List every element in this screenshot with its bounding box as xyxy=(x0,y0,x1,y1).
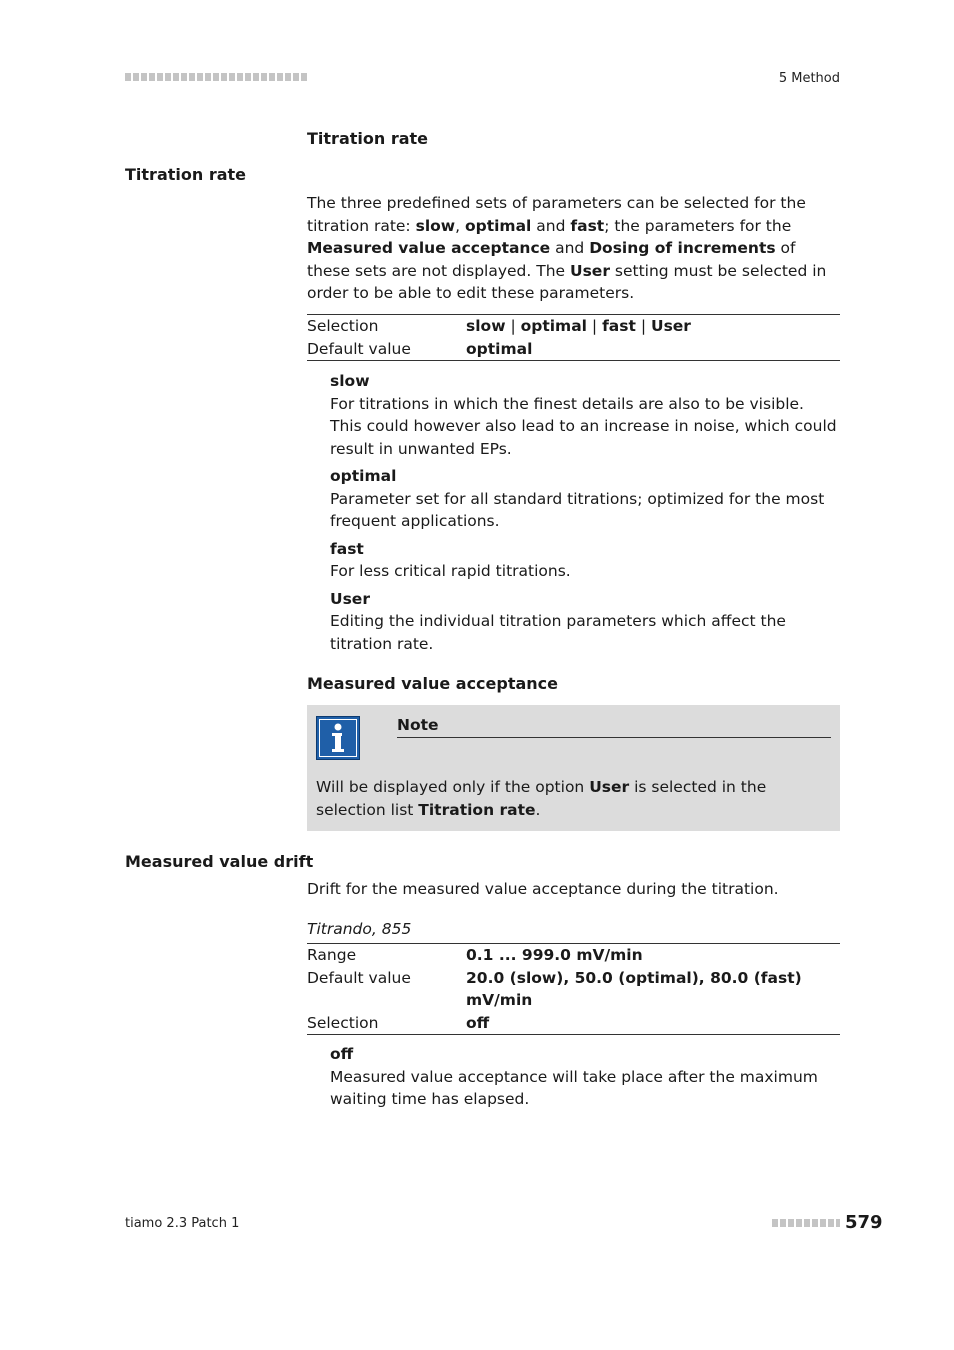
description-run: ; the parameters for the xyxy=(604,216,792,235)
range-value: 0.1 ... 999.0 mV/min xyxy=(466,946,643,964)
option-term: slow xyxy=(330,372,370,390)
table-row-selection xyxy=(307,315,840,338)
option-desc: Editing the individual titration parameters which affect the titration rate. xyxy=(330,612,786,653)
default-value: 20.0 (slow), 50.0 (optimal), 80.0 (fast) mV/min xyxy=(466,968,802,1009)
selection-key: Selection xyxy=(307,1013,379,1032)
description-run: and xyxy=(550,239,590,257)
description-run: User xyxy=(570,261,610,280)
section-title: Titration rate xyxy=(307,129,429,148)
note-title: Note xyxy=(397,715,831,738)
range-key: Range xyxy=(307,946,357,964)
product-name: tiamo 2.3 Patch 1 xyxy=(125,1216,240,1231)
drift-description: Drift for the measured value acceptance during the titration. xyxy=(307,880,779,898)
separator: | xyxy=(505,317,521,335)
mva-heading: Measured value acceptance xyxy=(307,674,559,693)
description-run: Dosing of increments xyxy=(589,239,776,257)
page-number: 579 xyxy=(845,1212,883,1233)
separator: | xyxy=(586,317,603,335)
selection-value: off xyxy=(466,1013,490,1032)
selection-option: User xyxy=(650,317,691,335)
device-caption: Titrando, 855 xyxy=(307,920,412,938)
default-key: Default value xyxy=(307,968,411,987)
chapter-title: 5 Method xyxy=(778,71,840,86)
titration-rate-table xyxy=(307,314,840,361)
option-term: fast xyxy=(330,539,364,558)
table-row-default xyxy=(307,338,840,361)
description-run: optimal xyxy=(464,216,532,235)
note-run: Titration rate xyxy=(418,800,536,819)
description-run: Measured value acceptance xyxy=(307,239,551,257)
note-run: is selected in the selection list xyxy=(316,778,767,819)
table-row-range xyxy=(307,944,840,967)
default-key: Default value xyxy=(307,339,411,358)
selection-values xyxy=(466,315,840,338)
option-slow xyxy=(330,370,840,460)
description-run: fast xyxy=(570,216,605,235)
selection-option: slow xyxy=(466,317,506,335)
description-run: of these sets are not displayed. The xyxy=(307,239,796,280)
description-run: and xyxy=(531,216,571,235)
option-user xyxy=(330,588,840,656)
titration-rate-options xyxy=(330,370,840,660)
option-fast xyxy=(330,538,840,583)
table-row-selection xyxy=(307,1012,840,1035)
drift-table xyxy=(307,943,840,1035)
option-term: off xyxy=(330,1045,354,1063)
note-run: User xyxy=(589,778,630,796)
option-term: optimal xyxy=(330,467,397,485)
option-desc: For less critical rapid titrations. xyxy=(330,562,571,580)
separator: | xyxy=(635,317,651,335)
description-run: setting must be selected in order to be able to edit these parameters. xyxy=(307,261,827,302)
selection-option: fast xyxy=(602,317,636,335)
note-box xyxy=(307,705,840,831)
drift-label: Measured value drift xyxy=(125,852,314,871)
selection-option: optimal xyxy=(520,317,587,335)
option-desc: For titrations in which the finest details are also to be visible. This could however also lead to an increase in noise, which could result in unwanted EPs. xyxy=(330,394,837,458)
note-run: Will be displayed only if the option xyxy=(316,778,590,796)
header-decoration xyxy=(125,73,307,81)
table-row-default xyxy=(307,967,840,1012)
option-term: User xyxy=(330,589,370,608)
option-optimal xyxy=(330,465,840,533)
info-icon xyxy=(316,716,360,760)
default-value: optimal xyxy=(466,339,533,358)
drift-options xyxy=(330,1043,840,1116)
selection-key: Selection xyxy=(307,317,379,335)
footer-decoration xyxy=(772,1219,840,1227)
description-run: The three predefined sets of parameters can be selected for the titration rate: xyxy=(307,194,806,235)
titration-rate-description xyxy=(307,192,840,305)
description-run: slow xyxy=(415,216,456,235)
option-desc: Measured value acceptance will take place after the maximum waiting time has elapsed. xyxy=(330,1067,818,1108)
note-text xyxy=(316,776,831,821)
note-run: . xyxy=(535,800,541,819)
option-desc: Parameter set for all standard titrations; optimized for the most frequent applications. xyxy=(330,489,825,530)
option-off xyxy=(330,1043,840,1111)
description-run: , xyxy=(455,216,465,235)
titration-rate-label: Titration rate xyxy=(125,165,247,184)
